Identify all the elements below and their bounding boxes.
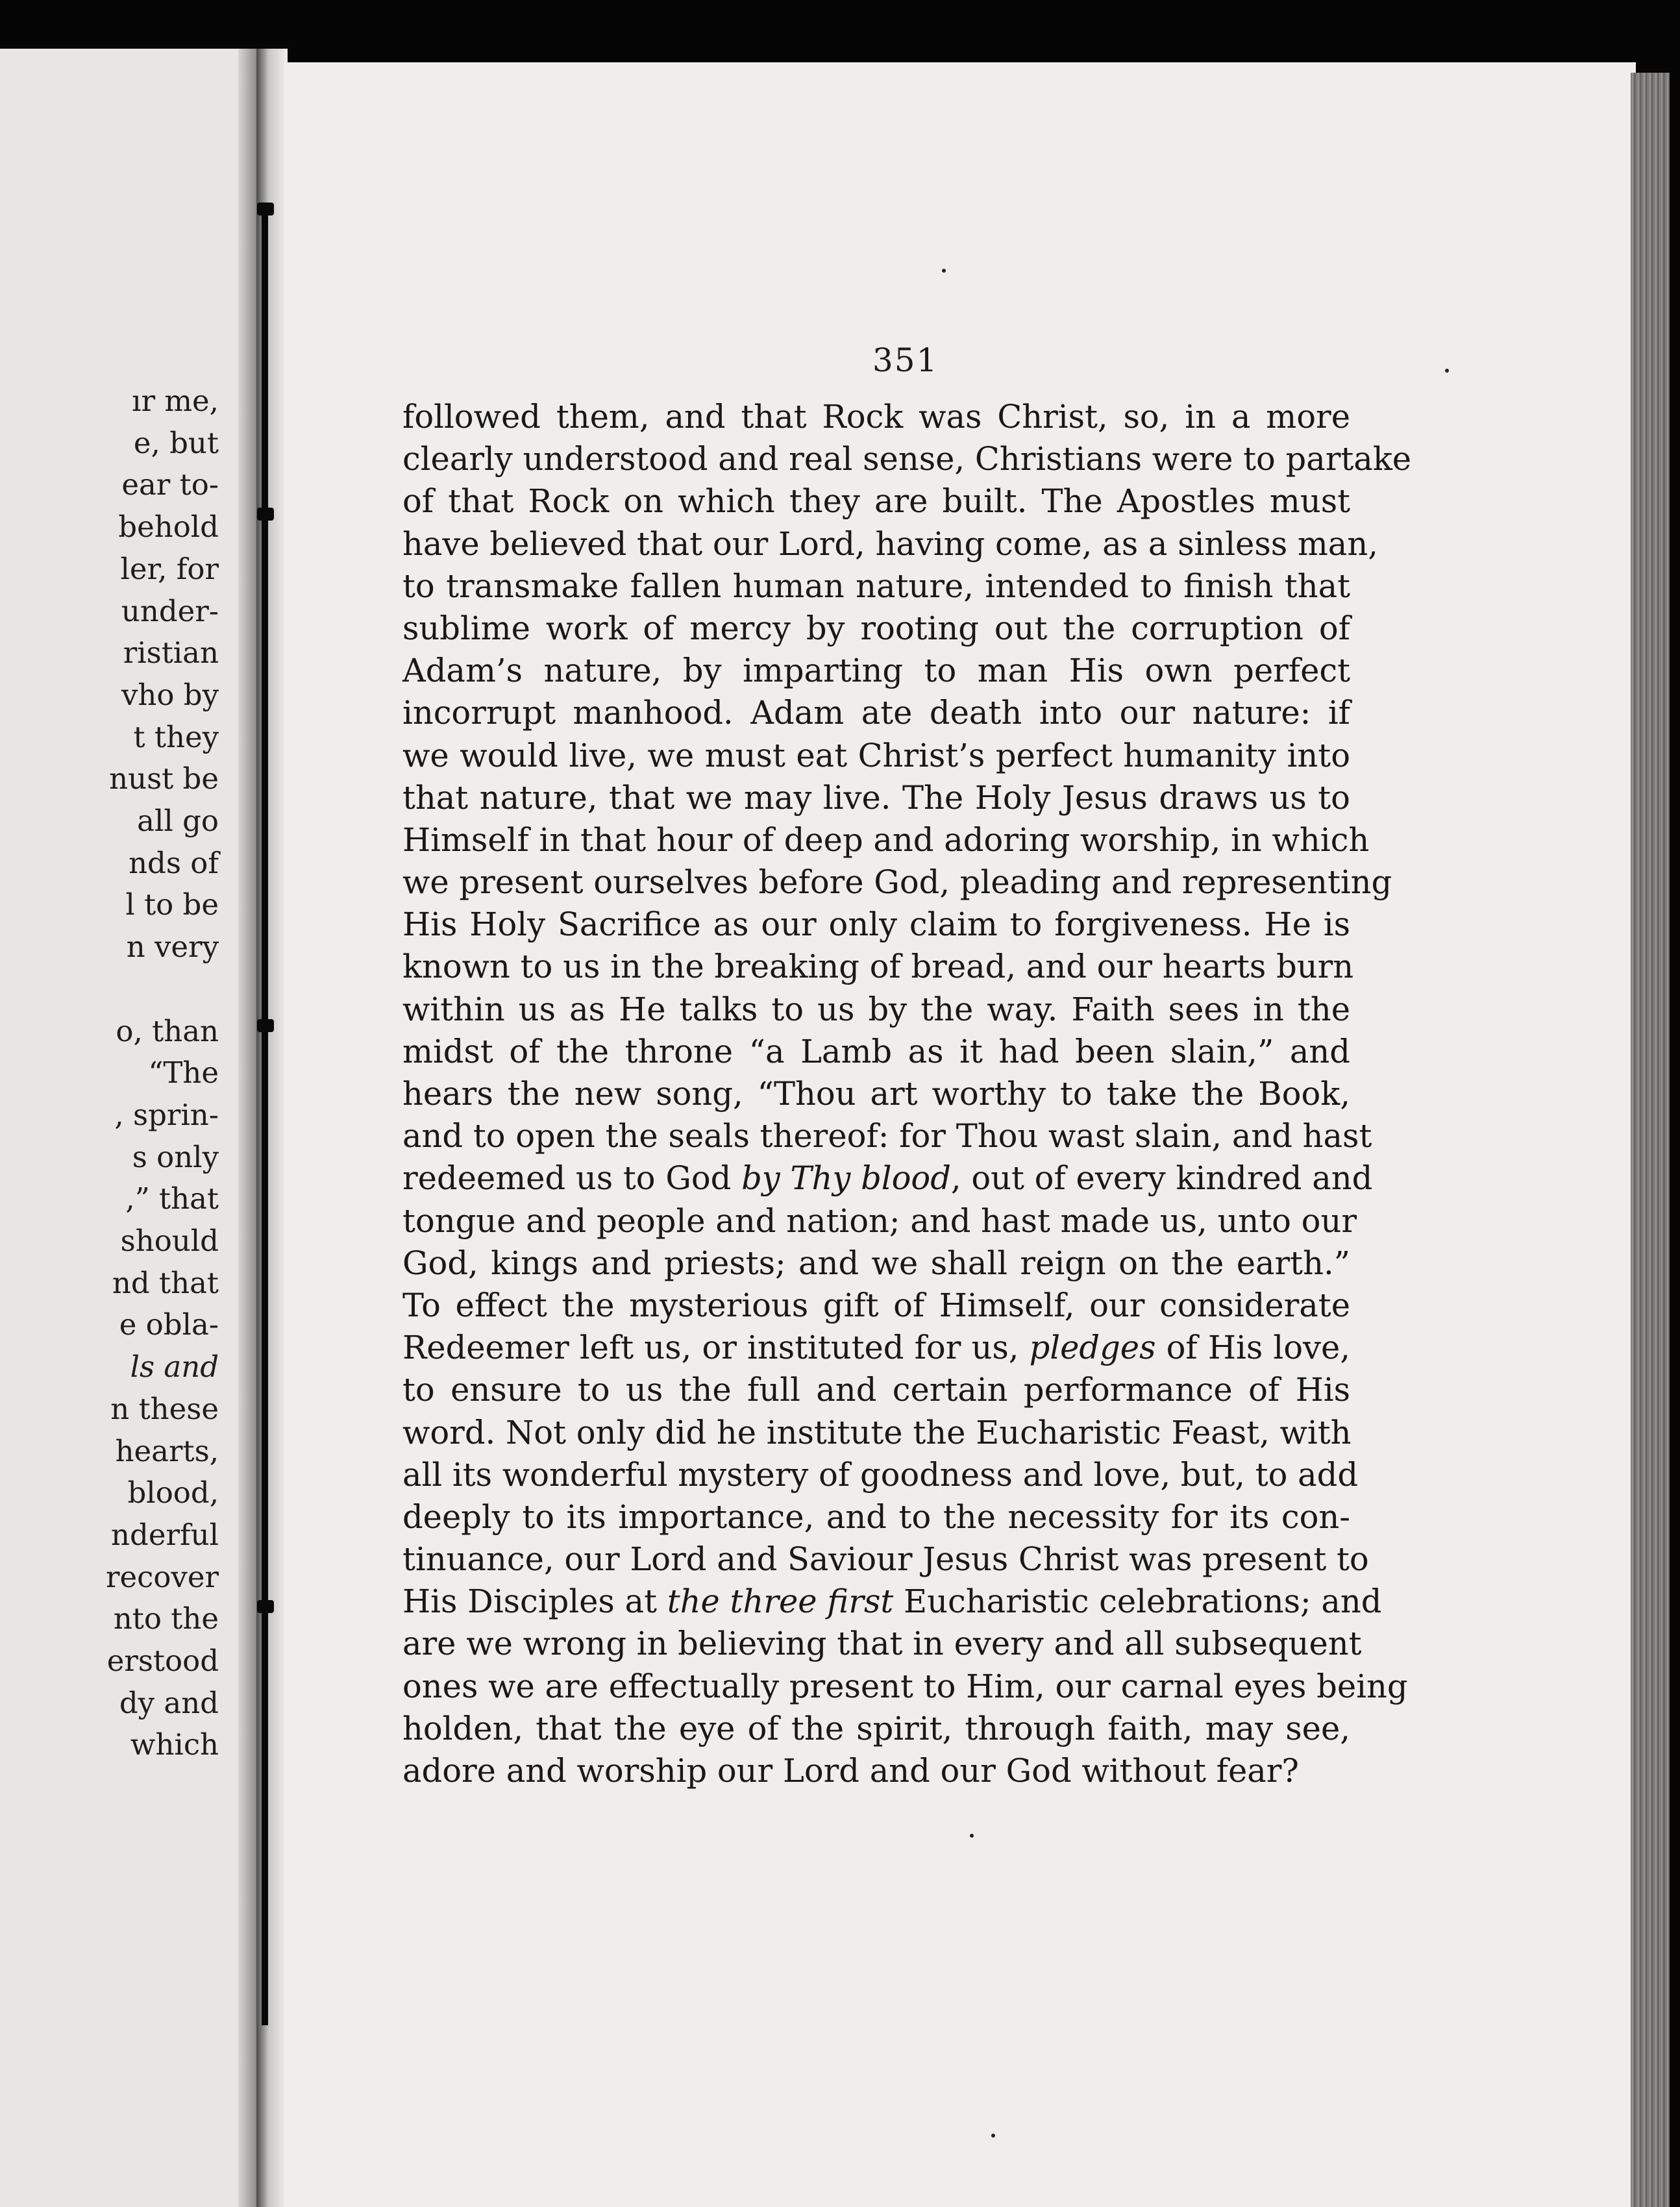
left-page-line: “The <box>148 1055 219 1091</box>
text-segment: incorrupt manhood. Adam ate death into our nature: if <box>402 694 1350 732</box>
left-page <box>0 49 256 2207</box>
text-line <box>402 1369 1350 1411</box>
left-page-line: ls and <box>130 1350 219 1385</box>
text-line <box>402 1623 1362 1665</box>
left-page-line: nust be <box>109 761 219 796</box>
left-page-line: e obla- <box>119 1307 219 1342</box>
page-edges <box>1631 73 1670 2207</box>
binding-stitch <box>257 1600 274 1613</box>
text-segment: adore and worship our Lord and our God without fear? <box>402 1752 1299 1790</box>
left-page-line: erstood <box>106 1644 219 1678</box>
text-line <box>402 1708 1350 1750</box>
left-page-line: n these <box>110 1391 219 1426</box>
text-line <box>402 1581 1382 1623</box>
text-line <box>402 777 1350 819</box>
text-segment: we would live, we must eat Christ’s perfect humanity into <box>402 736 1350 774</box>
left-page-line: ear to- <box>121 467 219 502</box>
text-line <box>402 650 1350 692</box>
binding-stitch <box>257 508 274 521</box>
left-page-line: recover <box>105 1559 219 1594</box>
text-line <box>402 819 1370 861</box>
binding-stitch <box>257 1019 274 1032</box>
text-line <box>402 1538 1369 1581</box>
left-page-line: under- <box>121 593 219 628</box>
text-line <box>402 1666 1408 1708</box>
text-segment: are we wrong in believing that in every and all subsequent <box>402 1625 1362 1663</box>
left-page-line: ler, for <box>120 551 219 586</box>
page-number: 351 <box>872 341 939 379</box>
text-segment: within us as He talks to us by the way. Faith sees in the <box>402 990 1350 1028</box>
page-body-text <box>402 396 1412 1792</box>
left-gutter-shadow <box>238 49 256 2207</box>
text-segment: known to us in the breaking of bread, and our hearts burn <box>402 948 1354 986</box>
text-segment: that nature, that we may live. The Holy Jesus draws us to <box>402 778 1350 817</box>
text-line <box>402 1200 1357 1242</box>
left-page-line: ,” that <box>125 1181 219 1216</box>
text-segment: all its wonderful mystery of goodness and love, but, to add <box>402 1455 1359 1494</box>
text-segment: to ensure to us the full and certain performance of His <box>402 1371 1350 1409</box>
text-line <box>402 1750 1350 1792</box>
left-page-line: e, but <box>133 425 219 460</box>
text-line <box>402 523 1378 565</box>
text-segment: deeply to its importance, and to the necessity for its con- <box>402 1498 1350 1536</box>
text-line <box>402 1412 1350 1454</box>
text-segment: ones we are effectually present to Him, our carnal eyes being <box>402 1667 1408 1705</box>
italic-text: pledges <box>1029 1329 1156 1367</box>
left-page-line: nto the <box>113 1601 219 1636</box>
text-line <box>402 480 1350 523</box>
text-segment: hears the new song, “Thou art worthy to take the Book, <box>402 1075 1350 1113</box>
text-segment: To effect the mysterious gift of Himself, our considerate <box>402 1286 1350 1324</box>
paper-speck <box>1445 369 1449 373</box>
text-segment: of His love, <box>1155 1329 1350 1367</box>
text-line <box>402 1157 1373 1200</box>
text-segment: redeemed us to God <box>402 1159 742 1198</box>
left-page-line: dy and <box>119 1685 219 1720</box>
left-page-line: t they <box>133 719 219 754</box>
left-page-line: vho by <box>121 677 219 712</box>
text-segment: clearly understood and real sense, Christians were to partake <box>402 440 1412 478</box>
text-line <box>402 608 1350 650</box>
text-segment: His Disciples at <box>402 1583 667 1621</box>
text-segment: and to open the seals thereof: for Thou wast slain, and hast <box>402 1117 1372 1155</box>
text-segment: word. Not only did he institute the Eucharistic Feast, with <box>402 1413 1352 1451</box>
paper-speck <box>970 1834 974 1838</box>
text-line <box>402 904 1350 946</box>
text-segment: followed them, and that Rock was Christ, so, in a more <box>402 398 1350 436</box>
left-page-line: s only <box>132 1139 219 1174</box>
text-segment: God, kings and priests; and we shall reign on the earth.” <box>402 1244 1350 1282</box>
text-segment: to transmake fallen human nature, intended to finish that <box>402 567 1350 605</box>
text-line <box>402 1115 1372 1157</box>
text-segment: tongue and people and nation; and hast made us, unto our <box>402 1202 1357 1240</box>
binding-stitch <box>257 203 274 216</box>
left-page-line: behold <box>118 510 219 545</box>
text-segment: Eucharistic celebrations; and <box>893 1583 1382 1621</box>
text-line <box>402 1496 1350 1538</box>
text-line <box>402 1031 1350 1073</box>
left-page-line: nderful <box>111 1517 219 1552</box>
left-page-line: hearts, <box>115 1433 219 1468</box>
text-segment: Adam’s nature, by imparting to man His own perfect <box>402 652 1350 690</box>
paper-speck <box>991 2134 995 2138</box>
text-line <box>402 989 1350 1031</box>
text-segment: , out of every kindred and <box>950 1159 1373 1198</box>
italic-text: the three first <box>667 1583 894 1621</box>
text-segment: sublime work of mercy by rooting out the corruption of <box>402 609 1350 647</box>
italic-text: by Thy blood <box>741 1159 951 1198</box>
text-line <box>402 946 1354 988</box>
text-segment: we present ourselves before God, pleading and representing <box>402 863 1392 902</box>
left-page-line: n very <box>126 930 219 965</box>
text-segment: have believed that our Lord, having come, as a sinless man, <box>402 524 1378 563</box>
text-line <box>402 692 1350 734</box>
text-line <box>402 396 1350 438</box>
text-segment: holden, that the eye of the spirit, through faith, may see, <box>402 1709 1350 1747</box>
left-page-line: all go <box>137 804 219 838</box>
left-page-line: nds of <box>129 845 219 880</box>
left-page-line: ır me, <box>132 384 219 418</box>
text-line <box>402 565 1350 608</box>
left-page-line: ristian <box>123 635 219 671</box>
text-segment: midst of the throne “a Lamb as it had been slain,” and <box>402 1032 1350 1070</box>
text-segment: Redeemer left us, or instituted for us, <box>402 1329 1030 1367</box>
text-line <box>402 1454 1359 1496</box>
binding-cord <box>262 208 268 2025</box>
left-page-line: o, than <box>116 1013 219 1048</box>
left-page-line: blood, <box>127 1475 219 1510</box>
text-line <box>402 1327 1350 1369</box>
text-segment: of that Rock on which they are built. The Apostles must <box>402 482 1350 521</box>
text-line <box>402 1073 1350 1115</box>
left-page-line: which <box>130 1727 219 1762</box>
text-line <box>402 438 1412 480</box>
text-line <box>402 1242 1350 1285</box>
text-segment: Himself in that hour of deep and adoring worship, in which <box>402 820 1370 859</box>
left-page-line: should <box>120 1224 219 1258</box>
text-line <box>402 861 1392 904</box>
text-line <box>402 1285 1350 1327</box>
text-line <box>402 735 1350 777</box>
left-page-line: , sprin- <box>114 1097 219 1132</box>
paper-speck <box>942 269 946 273</box>
left-page-line: l to be <box>125 887 219 922</box>
left-page-line: nd that <box>112 1265 219 1300</box>
text-segment: tinuance, our Lord and Saviour Jesus Christ was present to <box>402 1540 1369 1579</box>
text-segment: His Holy Sacrifice as our only claim to forgiveness. He is <box>402 906 1350 944</box>
